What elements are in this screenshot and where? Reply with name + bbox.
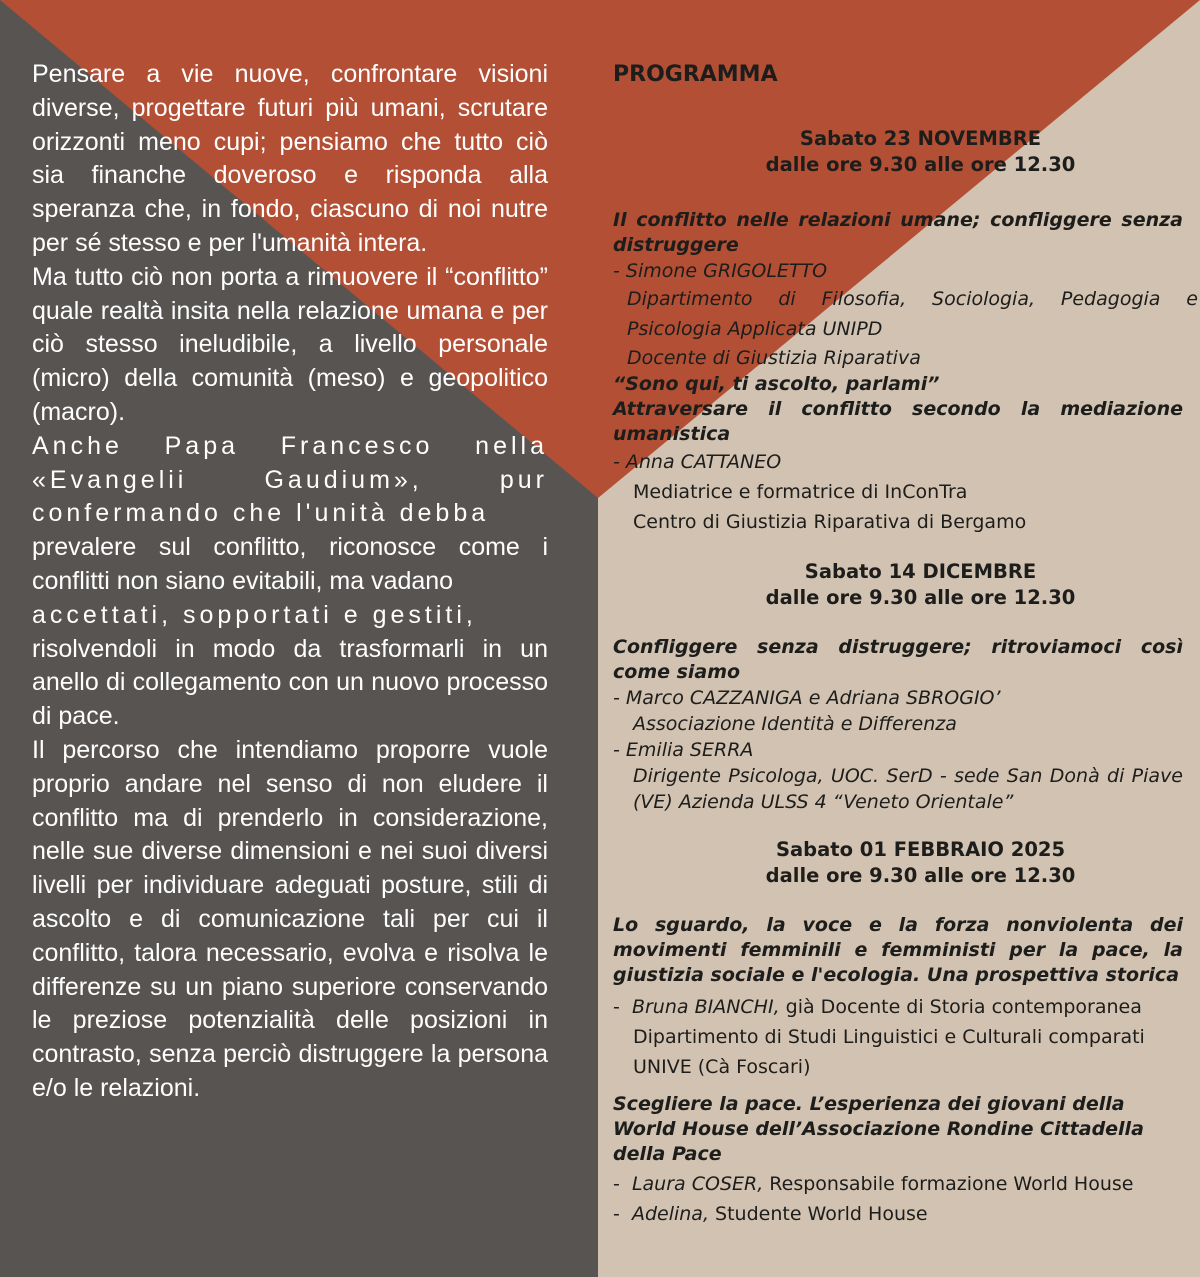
intro-paragraph: accettati, sopportati e gestiti, bbox=[32, 600, 477, 629]
talk-title: Lo sguardo, la voce e la forza nonviolenta dei movimenti femminili e femministi per la pace, la giustizia sociale e l'ecologia. Una prospettiva storica bbox=[613, 914, 1183, 986]
speaker-dash: - bbox=[613, 996, 620, 1018]
speaker-affiliation: Dipartimento di Filosofia, Sociologia, Pedagogia e bbox=[627, 288, 1198, 310]
session-november bbox=[613, 126, 1198, 537]
speaker-affiliation: Dipartimento di Studi Linguistici e Culturali comparati bbox=[633, 1026, 1145, 1048]
speaker-affiliation: Centro di Giustizia Riparativa di Bergamo bbox=[633, 511, 1027, 533]
speaker-name: - Emilia SERRA bbox=[613, 739, 754, 761]
program-heading: PROGRAMMA bbox=[613, 62, 778, 87]
speaker-role: Responsabile formazione World House bbox=[763, 1173, 1134, 1195]
speaker-name: - Simone GRIGOLETTO bbox=[613, 260, 828, 282]
talk-quote: “Sono qui, ti ascolto, parlami” bbox=[613, 373, 940, 395]
intro-text bbox=[32, 58, 548, 1106]
session-time: dalle ore 9.30 alle ore 12.30 bbox=[765, 153, 1076, 176]
speaker-line bbox=[613, 1169, 1183, 1199]
speaker-affiliation: Mediatrice e formatrice di InConTra bbox=[633, 481, 968, 503]
speaker-affiliation: UNIVE (Cà Foscari) bbox=[633, 1056, 811, 1078]
program-column bbox=[613, 58, 1198, 1229]
talk-title: Attraversare il conflitto secondo la mediazione umanistica bbox=[613, 398, 1183, 445]
speaker-line bbox=[613, 992, 1183, 1022]
speaker-name: Laura COSER, bbox=[631, 1173, 764, 1195]
speaker-role: Studente World House bbox=[708, 1203, 928, 1225]
talk-title: Il conflitto nelle relazioni umane; confliggere senza distruggere bbox=[613, 209, 1183, 256]
intro-paragraph: Il percorso che intendiamo proporre vuole proprio andare nel senso di non eludere il conflitto ma di prenderlo in considerazione, nelle sue diverse dimensioni e nei suoi diversi livelli per individuare adeguati posture, stili di ascolto e di comunicazione tali per cui il conflitto, talora necessario, evolva e risolva le differenze su un piano superiore conservando le preziose potenzialità delle posizioni in contrasto, senza perciò distruggere la persona e/o le relazioni. bbox=[32, 735, 548, 1102]
speaker-affiliation: Dirigente Psicologa, UOC. SerD - sede San Donà di Piave (VE) Azienda ULSS 4 “Veneto Orientale” bbox=[633, 765, 1183, 813]
speaker-affiliation: Psicologia Applicata UNIPD bbox=[627, 318, 883, 340]
talk-title: Confliggere senza distruggere; ritroviamoci così come siamo bbox=[613, 636, 1183, 683]
session-time: dalle ore 9.30 alle ore 12.30 bbox=[765, 864, 1076, 887]
intro-paragraph: risolvendoli in modo da trasformarli in un anello di collegamento con un nuovo processo di pace. bbox=[32, 634, 548, 731]
intro-paragraph: Anche Papa Francesco nella «Evangelii Gaudium», pur confermando che l'unità debba bbox=[32, 431, 548, 528]
intro-paragraph: prevalere sul conflitto, riconosce come i conflitti non siano evitabili, ma vadano bbox=[32, 533, 548, 595]
intro-paragraph: Pensare a vie nuove, confrontare visioni diverse, progettare futuri più umani, scrutare orizzonti meno cupi; pensiamo che tutto ciò sia finanche doveroso e risponda alla speranza che, in fondo, ciascuno di noi nutre per sé stesso e per l'umanità intera. bbox=[32, 60, 548, 257]
speaker-name: Adelina, bbox=[631, 1203, 709, 1225]
speaker-name: - Marco CAZZANIGA e Adriana SBROGIO’ bbox=[613, 687, 1001, 709]
speaker-affiliation: Docente di Giustizia Riparativa bbox=[627, 347, 921, 369]
session-december bbox=[613, 559, 1183, 815]
speaker-dash: - bbox=[613, 1203, 620, 1225]
speaker-dash: - bbox=[613, 1173, 620, 1195]
session-date: Sabato 14 DICEMBRE bbox=[804, 560, 1037, 583]
speaker-line bbox=[613, 1199, 1183, 1229]
speaker-affiliation: Associazione Identità e Differenza bbox=[633, 713, 957, 735]
session-time: dalle ore 9.30 alle ore 12.30 bbox=[765, 586, 1076, 609]
intro-paragraph: Ma tutto ciò non porta a rimuovere il “conflitto” quale realtà insita nella relazione umana e per ciò stesso ineludibile, a livello personale (micro) della comunità (meso) e geopolitico (macro). bbox=[32, 262, 548, 426]
session-date: Sabato 23 NOVEMBRE bbox=[799, 127, 1042, 150]
speaker-name: - Anna CATTANEO bbox=[613, 451, 782, 473]
speaker-role: già Docente di Storia contemporanea bbox=[779, 996, 1142, 1018]
talk-title: Scegliere la pace. L’esperienza dei giovani della World House dell’Associazione Rondine Cittadella della Pace bbox=[613, 1093, 1144, 1165]
speaker-name: Bruna BIANCHI, bbox=[631, 996, 780, 1018]
session-date: Sabato 01 FEBBRAIO 2025 bbox=[775, 838, 1066, 861]
session-february bbox=[613, 837, 1183, 1229]
